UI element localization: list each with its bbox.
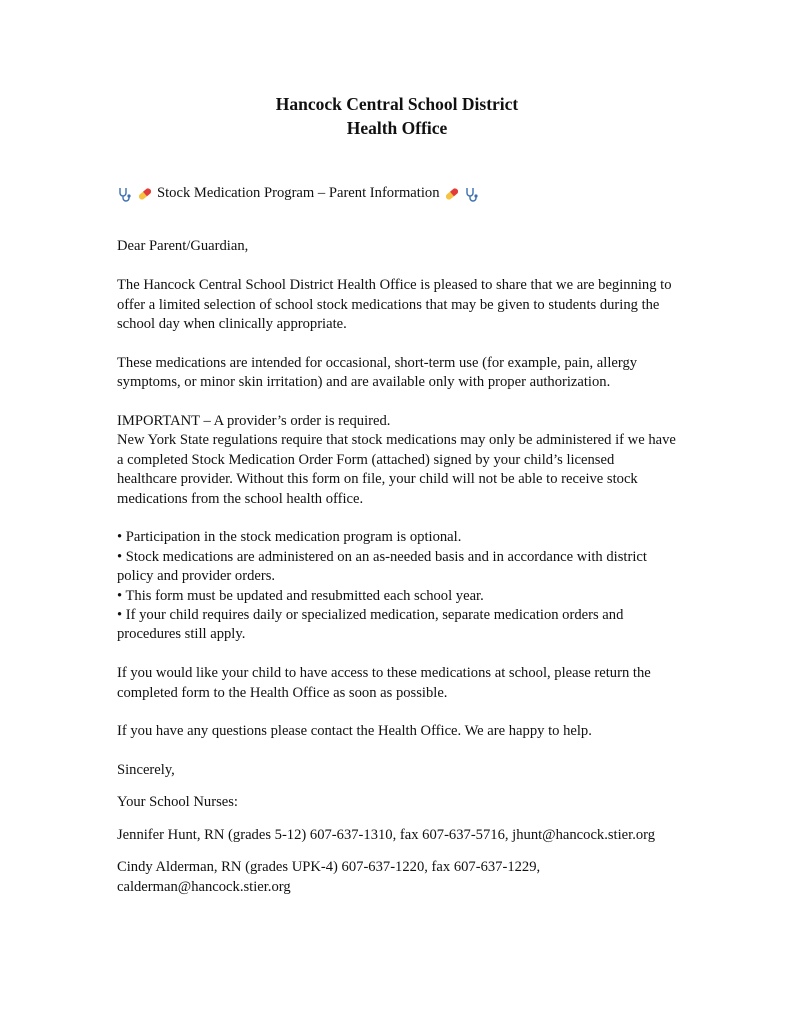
usage-paragraph: These medications are intended for occasional, short-term use (for example, pain, allergy symptoms, or minor skin irritation) and are available only with proper authorization. xyxy=(117,354,638,391)
signoff: Your School Nurses: xyxy=(117,794,238,811)
letter-page xyxy=(117,92,677,910)
subtitle-text: Stock Medication Program – Parent Information xyxy=(157,185,440,201)
important-body: New York State regulations require that stock medications may only be administered if we have a completed Stock Medication Order Form (attached) signed by your child’s licensed healthcare provider. Without this form on file, your child will not be able to receive stock medications from the school health office. xyxy=(117,432,676,507)
important-section xyxy=(117,412,677,509)
closing: Sincerely, xyxy=(117,761,175,778)
bullet-list xyxy=(117,528,677,644)
pill-icon xyxy=(444,186,460,202)
list-item: • Stock medications are administered on an as-needed basis and in accordance with district policy and provider orders. xyxy=(117,548,647,585)
nurse-contact: Cindy Alderman, RN (grades UPK-4) 607-637-1220, fax 607-637-1229, calderman@hancock.stier.org xyxy=(117,859,541,895)
pill-icon xyxy=(137,186,153,202)
list-item: • If your child requires daily or specialized medication, separate medication orders and procedures still apply. xyxy=(117,607,624,643)
office-title: Health Office xyxy=(346,118,448,138)
stethoscope-icon xyxy=(464,186,480,202)
greeting: Dear Parent/Guardian, xyxy=(117,238,249,255)
important-heading: IMPORTANT – A provider’s order is required. xyxy=(117,413,391,430)
questions-paragraph: If you have any questions please contact the Health Office. We are happy to help. xyxy=(117,723,592,740)
nurse-contact: Jennifer Hunt, RN (grades 5-12) 607-637-1310, fax 607-637-5716, jhunt@hancock.stier.org xyxy=(117,826,656,843)
stethoscope-icon xyxy=(117,186,133,202)
district-title: Hancock Central School District xyxy=(275,94,519,114)
intro-paragraph: The Hancock Central School District Health Office is pleased to share that we are beginning to offer a limited selection of school stock medications that may be given to students during the school day when clinically appropriate. xyxy=(117,277,672,333)
return-form-paragraph: If you would like your child to have access to these medications at school, please return the completed form to the Health Office as soon as possible. xyxy=(117,665,651,701)
program-subtitle xyxy=(117,184,677,203)
list-item: • This form must be updated and resubmitted each school year. xyxy=(117,587,484,604)
list-item: • Participation in the stock medication program is optional. xyxy=(117,529,462,546)
